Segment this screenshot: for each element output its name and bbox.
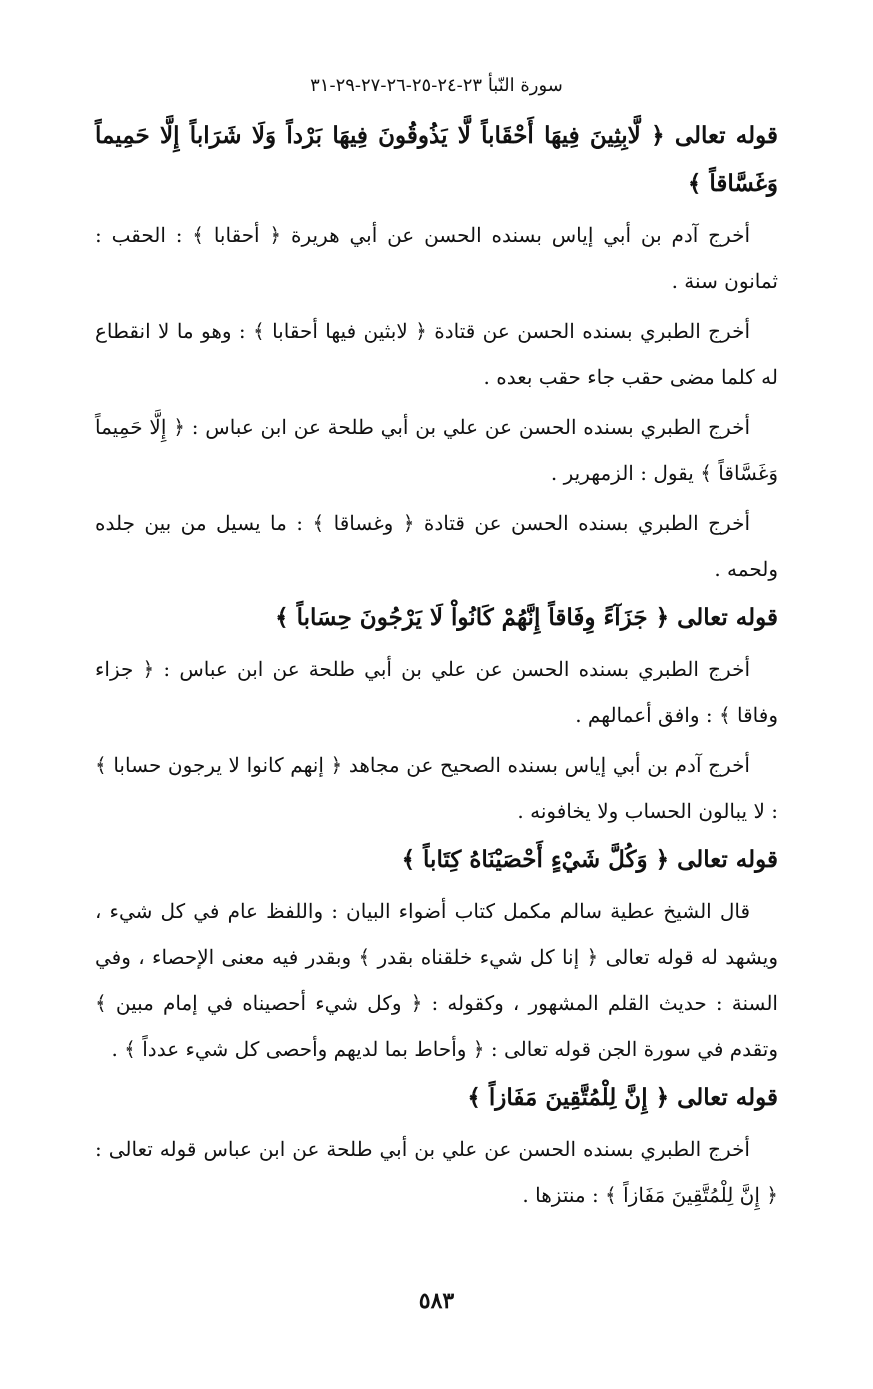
verse-heading: قوله تعالى ﴿ إِنَّ لِلْمُتَّقِينَ مَفَازاً ﴾ xyxy=(467,1084,778,1111)
page-number: ٥٨٣ xyxy=(418,1288,455,1314)
commentary-paragraph: أخرج الطبري بسنده الحسن عن قتادة ﴿ وغساقا ﴾ : ما يسيل من بين جلده ولحمه . xyxy=(95,511,778,581)
commentary-paragraph: قال الشيخ عطية سالم مكمل كتاب أضواء البيان : واللفظ عام في كل شيء ، ويشهد له قوله تعالى ﴿ إنا كل شيء خلقناه بقدر ﴾ وبقدر فيه معنى الإحصاء ، وفي السنة : حديث القلم المشهور ، وكقوله : ﴿ وكل شيء أحصيناه في إمام مبين ﴾ وتقدم في سورة الجن قوله تعالى : ﴿ وأحاط بما لديهم وأحصى كل شيء عدداً ﴾ . xyxy=(95,899,778,1061)
page-header: سورة النّبأ ٢٣-٢٤-٢٥-٢٦-٢٧-٢٩-٣١ xyxy=(310,75,563,96)
commentary-paragraph: أخرج الطبري بسنده الحسن عن قتادة ﴿ لابثين فيها أحقابا ﴾ : وهو ما لا انقطاع له كلما مضى حقب جاء حقب بعده . xyxy=(95,319,778,389)
commentary-paragraph: أخرج الطبري بسنده الحسن عن علي بن أبي طلحة عن ابن عباس : ﴿ جزاء وفاقا ﴾ : وافق أعمالهم . xyxy=(95,657,778,727)
verse-heading: قوله تعالى ﴿ وَكُلَّ شَيْءٍ أَحْصَيْنَاهُ كِتَاباً ﴾ xyxy=(401,846,778,873)
commentary-paragraph: أخرج آدم بن أبي إياس بسنده الحسن عن أبي هريرة ﴿ أحقابا ﴾ : الحقب : ثمانون سنة . xyxy=(95,223,778,293)
verse-heading: قوله تعالى ﴿ لَّابِثِينَ فِيهَا أَحْقَاباً لَّا يَذُوقُونَ فِيهَا بَرْداً وَلَا شَرَاباً إِلَّا حَمِيماً وَغَسَّاقاً ﴾ xyxy=(95,122,778,197)
commentary-paragraph: أخرج الطبري بسنده الحسن عن علي بن أبي طلحة عن ابن عباس قوله تعالى : ﴿ إِنَّ لِلْمُتَّقِينَ مَفَازاً ﴾ : منتزها . xyxy=(95,1137,778,1207)
verse-heading: قوله تعالى ﴿ جَزَآءً وِفَاقاً إِنَّهُمْ كَانُواْ لَا يَرْجُونَ حِسَاباً ﴾ xyxy=(275,604,778,631)
commentary-paragraph: أخرج الطبري بسنده الحسن عن علي بن أبي طلحة عن ابن عباس : ﴿ إِلَّا حَمِيماً وَغَسَّاقاً ﴾ يقول : الزمهرير . xyxy=(95,415,778,485)
page-content xyxy=(95,110,778,1218)
commentary-paragraph: أخرج آدم بن أبي إياس بسنده الصحيح عن مجاهد ﴿ إنهم كانوا لا يرجون حسابا ﴾ : لا يبالون الحساب ولا يخافونه . xyxy=(95,753,778,823)
